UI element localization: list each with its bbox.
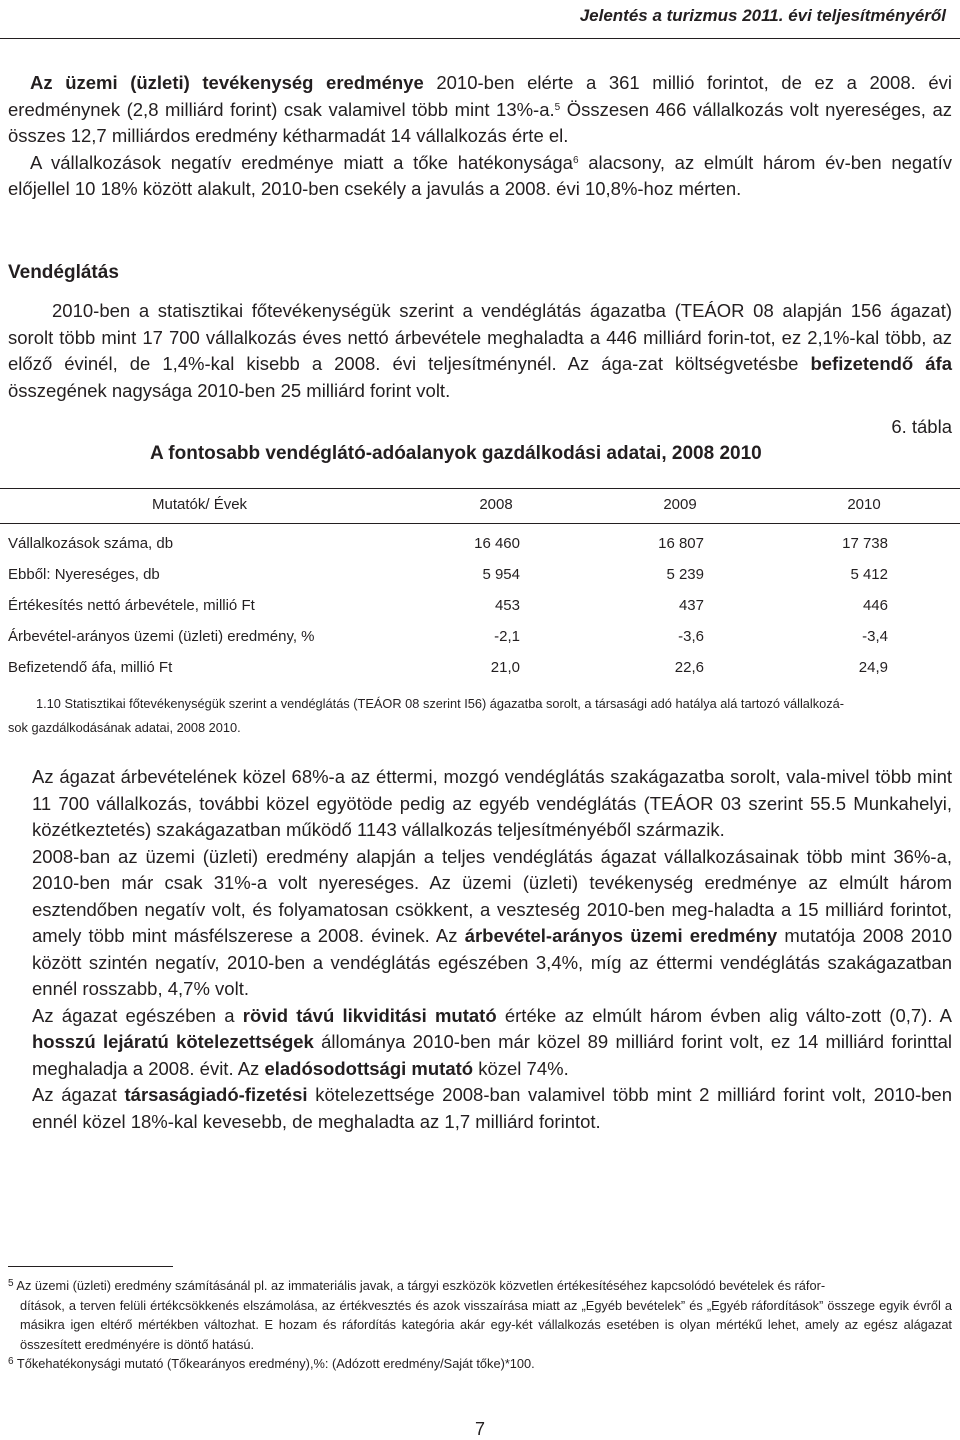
footnote-ref-6[interactable]: 6	[572, 154, 579, 166]
cell-2009: -3,6	[678, 628, 704, 645]
section-paragraph	[8, 298, 952, 404]
cell-2008: -2,1	[494, 628, 520, 645]
footnote-mark-6: 6	[8, 1356, 14, 1367]
cell-2008: 5 954	[482, 566, 520, 583]
table-row	[0, 597, 960, 628]
cell-2009: 16 807	[658, 535, 704, 552]
intro-sentence-1: 2010-ben elérte a 361 millió forintot, de ez a 2008. évi eredménynek (2,8 milliárd forint) csak valamivel több mint 13%-a.	[8, 72, 952, 120]
table-title: A fontosabb vendéglátó-adóalanyok gazdálkodási adatai, 2008 2010	[150, 443, 762, 464]
body-p3-text-g: közel 74%.	[473, 1057, 569, 1079]
body-paragraph-2	[8, 844, 952, 1003]
footnote-ref-5[interactable]: 5	[554, 101, 561, 113]
row-label: Árbevétel-arányos üzemi (üzleti) eredmény, %	[8, 628, 315, 645]
body-p2-text-a: 2008-ban az üzemi (üzleti) eredmény alapján a teljes vendéglátás ágazat vállalkozásainak több mint 36%-a, 2010-ben már csak 31%-a volt nyereséges. Az üzemi (üzleti) tevékenység eredménye az elmúlt három esztendőben negatív volt, és folyamatosan csökkent, a veszteség 2010-ben meg-haladta a 15 milliárd forintot, amely több mint másfélszerese a 2008. évinek. Az	[32, 845, 952, 946]
row-label: Ebből: Nyereséges, db	[8, 566, 160, 583]
cell-2009: 5 239	[666, 566, 704, 583]
footnote-5-text: Az üzemi (üzleti) eredmény számításánál pl. az immateriális javak, a tárgyi eszközök közvetlen értékesítéséhez kapcsolódó bevételek és ráfor-	[13, 1278, 826, 1293]
body-paragraph-1: Az ágazat árbevételének közel 68%-a az éttermi, mozgó vendéglátás szakágazatba sorolt, vala-mivel több mint 11 700 vállalkozás, további közel egyötöde pedig az egyéb vendéglátás (TEÁOR 03 szerint 55.5 Munkahelyi, közétkeztetés) szakágazatban működő 1143 vállalkozás teljesítményéből származik.	[32, 766, 952, 840]
table-note-line-1: 1.10 Statisztikai főtevékenységük szerint a vendéglátás (TEÁOR 08 szerint I56) ágazatba sorolt, a társasági adó hatálya alá tartozó vállalkozá-	[36, 696, 845, 711]
header-rule	[0, 38, 960, 39]
table-note-line-2: sok gazdálkodásának adatai, 2008 2010.	[8, 720, 241, 735]
cell-2010: 24,9	[858, 659, 888, 676]
intro-paragraph	[8, 70, 952, 203]
footnote-5	[8, 1276, 952, 1296]
cell-2010: 5 412	[850, 566, 888, 583]
section-text-c: összegének nagysága 2010-ben 25 milliárd forint volt.	[8, 379, 451, 401]
table-row	[0, 566, 960, 597]
footnote-6-text: Tőkehatékonysági mutató (Tőkearányos eredmény),%: (Adózott eredmény/Saját tőke)*100.	[13, 1356, 535, 1371]
cell-2009: 437	[678, 597, 704, 614]
body-p3-text-e: állománya 2010-ben már közel 89 milliárd forint volt, ez 14 milliárd forinttal meghaladja a 2008. évit. Az	[32, 1031, 952, 1079]
cell-2010: 446	[862, 597, 888, 614]
body-p3-text-c: értéke az elmúlt három évben alig válto-zott (0,7). A	[496, 1004, 953, 1026]
table-header-year: 2009	[663, 496, 697, 513]
cell-2010: 17 738	[842, 535, 888, 552]
page-number: 7	[474, 1419, 485, 1439]
section-bold-term: befizetendő áfa	[810, 353, 952, 374]
intro-sentence-3b: alacsony, az elmúlt három év-ben negatív előjellel 10 18% között alakult, 2010-ben csekély a javulás a 2008. évi 10,8%-hoz mérten.	[8, 151, 953, 199]
body-p4-text-a: Az ágazat	[32, 1084, 125, 1105]
body-p2-bold: árbevétel-arányos üzemi eredmény	[464, 925, 778, 946]
intro-sentence-3a: A vállalkozások negatív eredménye miatt a tőke hatékonysága	[30, 151, 573, 173]
body-p4-bold: társaságiadó-fizetési	[124, 1084, 308, 1105]
cell-2008: 16 460	[474, 535, 520, 552]
table-header-year: 2010	[847, 496, 881, 513]
table-row	[0, 628, 960, 659]
body-p3-text-a: Az ágazat egészében a	[32, 1004, 243, 1026]
footnote-6	[8, 1354, 952, 1374]
table-header-rule	[0, 523, 960, 524]
section-text-a: 2010-ben a statisztikai főtevékenységük szerint a vendéglátás ágazatba (TEÁOR 08 alapján 156 ágazat) sorolt több mint 17 700 vállalkozás éves nettó árbevétele meghaladta a 446 milliárd forin-tot, ez 2,1%-kal több, az előző évinél, de 1,4%-kal kisebb a 2008. évi teljesítménynél. Az ága-zat költségvetésbe	[8, 300, 952, 374]
footnote-rule	[8, 1266, 173, 1267]
body-paragraph-4	[8, 1082, 952, 1135]
table-number: 6. tábla	[891, 416, 952, 437]
cell-2008: 21,0	[490, 659, 520, 676]
cell-2009: 22,6	[674, 659, 704, 676]
table-source-note	[8, 692, 952, 740]
table-top-rule	[0, 488, 960, 489]
footnotes	[8, 1276, 952, 1374]
body-p3-bold-3: eladósodottsági mutató	[264, 1057, 474, 1079]
body-p4-text-c: kötelezettsége 2008-ban valamivel több mint 2 milliárd forint volt, 2010-ben ennél közel 18%-kal kevesebb, de meghaladta az 1,7 milliárd forintot.	[32, 1084, 952, 1132]
section-title: Vendéglátás	[8, 262, 119, 283]
row-label: Befizetendő áfa, millió Ft	[8, 659, 173, 676]
body-text	[8, 764, 952, 1135]
intro-bold-term: Az üzemi (üzleti) tevékenység eredménye	[30, 72, 424, 93]
intro-sentence-2: Összesen 466 vállalkozás volt nyereséges, az összes 12,7 milliárdos eredmény kétharmadát 14 vállalkozás érte el.	[8, 98, 953, 146]
footnote-5-continued: dítások, a terven felüli értékcsökkenés elszámolása, az értékvesztés és azok visszaírása miatt az „Egyéb bevételek” és „Egyéb ráfordítások” összege egyik évről a másikra igen eltérő mértékben változhat. E hozam és ráfordítás kategória akár egy-két vállalkozás esetében is olyan mértékű lehet, amely az egész alágazat összesített eredményére is döntő hatású.	[20, 1297, 952, 1352]
footnote-mark-5: 5	[8, 1278, 14, 1289]
body-paragraph-3	[8, 1003, 952, 1083]
cell-2010: -3,4	[862, 628, 888, 645]
table-row	[0, 659, 960, 690]
table-header-year: 2008	[479, 496, 513, 513]
body-p2-text-c: mutatója 2008 2010 között szintén negatív, 2010-ben a vendéglátás egészében 3,4%, míg az éttermi vendéglátás szakágazatban ennél rosszabb, 4,7% volt.	[32, 925, 952, 999]
running-header: Jelentés a turizmus 2011. évi teljesítményéről	[579, 6, 946, 25]
body-p3-bold-2: hosszú lejáratú kötelezettségek	[32, 1031, 314, 1052]
row-label: Értékesítés nettó árbevétele, millió Ft	[8, 597, 255, 614]
row-label: Vállalkozások száma, db	[8, 535, 174, 552]
cell-2008: 453	[494, 597, 520, 614]
table-row	[0, 535, 960, 566]
table-header-label: Mutatók/ Évek	[152, 496, 248, 513]
body-p3-bold-1: rövid távú likviditási mutató	[242, 1004, 497, 1026]
